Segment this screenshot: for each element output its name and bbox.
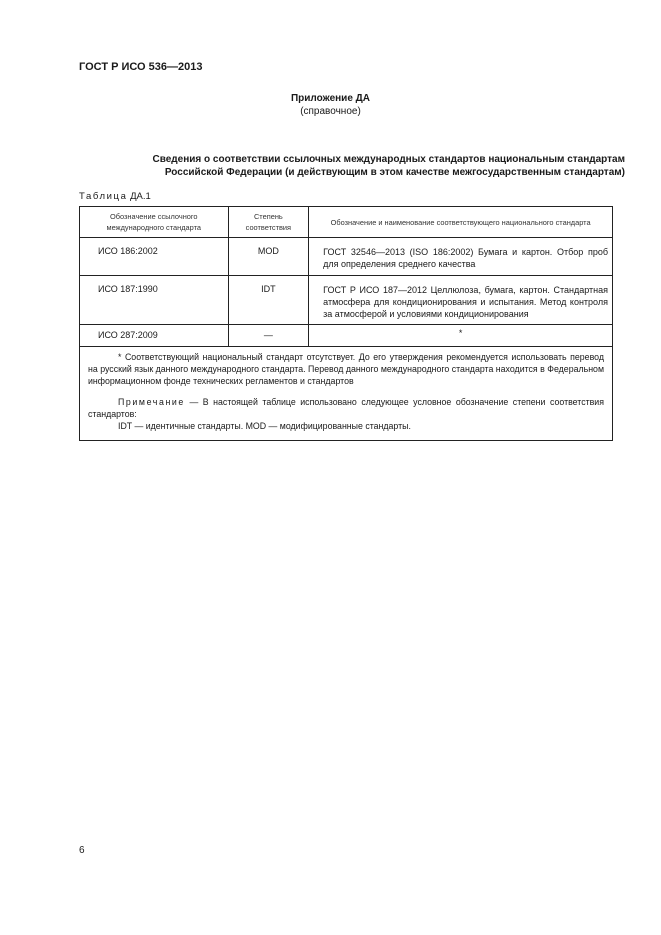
table-footnotes [80, 347, 613, 441]
cell-international-standard: ИСО 186:2002 [80, 238, 229, 276]
page-number: 6 [79, 845, 85, 856]
note-text [88, 396, 604, 420]
document-code: ГОСТ Р ИСО 536—2013 [79, 61, 203, 73]
cell-degree: — [228, 325, 309, 347]
cell-international-standard: ИСО 187:1990 [80, 276, 229, 325]
table-label-word: Таблица [79, 191, 128, 202]
column-header-national-standard: Обозначение и наименование соответствующего национального стандарта [309, 207, 613, 238]
note-body: — В настоящей таблице использовано следующее условное обозначение степени соответствия стандартов: [88, 397, 604, 419]
section-title-line-1: Сведения о соответствии ссылочных международных стандартов национальным стандартам [152, 154, 625, 165]
cell-degree: IDT [228, 276, 309, 325]
correspondence-table [79, 206, 613, 441]
column-header-degree: Степень соответствия [228, 207, 309, 238]
note-word: Примечание [118, 397, 185, 407]
appendix-heading [0, 92, 661, 118]
cell-degree: MOD [228, 238, 309, 276]
table-row [80, 276, 613, 325]
cell-international-standard: ИСО 287:2009 [80, 325, 229, 347]
column-header-international-standard: Обозначение ссылочного международного стандарта [80, 207, 229, 238]
cell-national-standard: ГОСТ 32546—2013 (ISO 186:2002) Бумага и картон. Отбор проб для определения среднего качества [309, 238, 613, 276]
section-title [60, 153, 625, 179]
appendix-title: Приложение ДА [290, 93, 371, 104]
table-label [79, 191, 151, 202]
section-title-line-2: Российской Федерации (и действующим в этом качестве межгосударственным стандартам) [164, 167, 625, 178]
table-label-number: ДА.1 [130, 191, 151, 202]
table-header-row [80, 207, 613, 238]
cell-national-standard: * [309, 325, 613, 347]
footnote-text: * Соответствующий национальный стандарт отсутствует. До его утверждения рекомендуется использовать перевод на русский язык данного международного стандарта. Перевод данного международного стандарта находится в Федеральном информационном фонде технических регламентов и стандартов [88, 352, 604, 386]
appendix-subtitle: (справочное) [300, 106, 361, 117]
note-legend: IDT — идентичные стандарты. MOD — модифицированные стандарты. [118, 421, 411, 431]
cell-national-standard: ГОСТ Р ИСО 187—2012 Целлюлоза, бумага, картон. Стандартная атмосфера для кондиционирования и испытания. Метод контроля за атмосферой и условиями кондиционирования [309, 276, 613, 325]
table-footer-row [80, 347, 613, 441]
table-row [80, 325, 613, 347]
table-row [80, 238, 613, 276]
